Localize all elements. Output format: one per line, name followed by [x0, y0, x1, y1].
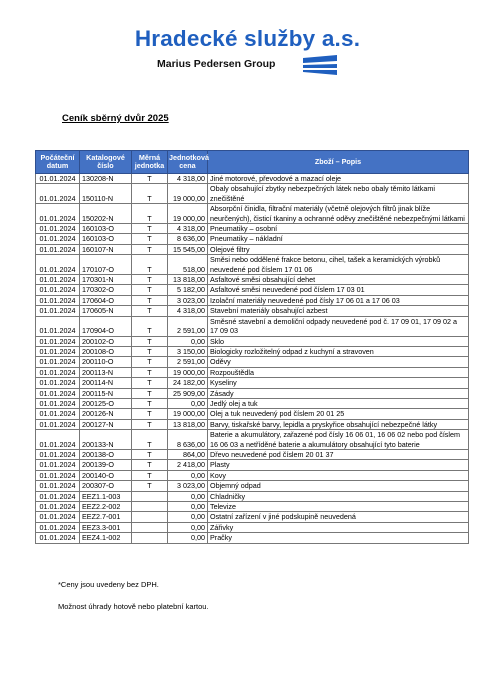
column-header-date: Počáteční datum: [36, 151, 80, 174]
cell-date: 01.01.2024: [36, 234, 80, 244]
vat-note: *Ceny jsou uvedeny bez DPH.: [58, 580, 159, 589]
cell-description: Kyseliny: [208, 378, 469, 388]
cell-code: 170605-N: [80, 306, 132, 316]
cell-description: Obaly obsahující zbytky nebezpečných látek nebo obaly těmito látkami znečištěné: [208, 184, 469, 204]
table-row: [36, 398, 469, 408]
cell-unit: T: [132, 481, 168, 491]
cell-code: 150110-N: [80, 184, 132, 204]
cell-description: Stavební materiály obsahující azbest: [208, 306, 469, 316]
table-row: [36, 522, 469, 532]
cell-date: 01.01.2024: [36, 419, 80, 429]
cell-unit: [132, 522, 168, 532]
table-row: [36, 378, 469, 388]
cell-description: Rozpouštědla: [208, 367, 469, 377]
cell-price: 0,00: [168, 533, 208, 543]
cell-unit: T: [132, 367, 168, 377]
cell-unit: T: [132, 204, 168, 224]
cell-description: Objemný odpad: [208, 481, 469, 491]
cell-code: EEZ2.2-002: [80, 502, 132, 512]
cell-price: 518,00: [168, 255, 208, 275]
cell-price: 3 023,00: [168, 295, 208, 305]
table-row: [36, 224, 469, 234]
table-body: [36, 174, 469, 544]
cell-description: Asfaltové směsi obsahující dehet: [208, 275, 469, 285]
cell-date: 01.01.2024: [36, 336, 80, 346]
cell-description: Olejové filtry: [208, 244, 469, 254]
table-row: [36, 357, 469, 367]
cell-unit: [132, 533, 168, 543]
cell-price: 0,00: [168, 398, 208, 408]
cell-description: Televize: [208, 502, 469, 512]
cell-unit: T: [132, 275, 168, 285]
cell-description: Pneumatiky – nákladní: [208, 234, 469, 244]
cell-date: 01.01.2024: [36, 184, 80, 204]
cell-price: 24 182,00: [168, 378, 208, 388]
column-header-unit: Měrná jednotka: [132, 151, 168, 174]
table-row: [36, 533, 469, 543]
column-header-description: Zboží – Popis: [208, 151, 469, 174]
cell-description: Zářivky: [208, 522, 469, 532]
cell-unit: T: [132, 255, 168, 275]
company-name: Hradecké služby a.s.: [134, 26, 361, 51]
cell-price: 3 150,00: [168, 346, 208, 356]
cell-price: 864,00: [168, 449, 208, 459]
table-row: [36, 244, 469, 254]
cell-date: 01.01.2024: [36, 224, 80, 234]
cell-date: 01.01.2024: [36, 533, 80, 543]
table-row: [36, 204, 469, 224]
cell-date: 01.01.2024: [36, 316, 80, 336]
cell-unit: T: [132, 388, 168, 398]
column-header-code: Katalogové číslo: [80, 151, 132, 174]
cell-unit: T: [132, 224, 168, 234]
cell-price: 2 418,00: [168, 460, 208, 470]
cell-unit: T: [132, 419, 168, 429]
cell-unit: [132, 491, 168, 501]
cell-description: Baterie a akumulátory, zařazené pod čísly 16 06 01, 16 06 02 nebo pod číslem 16 06 03 a netříděné baterie a akumulátory obsahující tyto baterie: [208, 430, 469, 450]
cell-code: 200138-O: [80, 449, 132, 459]
cell-price: 25 909,00: [168, 388, 208, 398]
cell-date: 01.01.2024: [36, 409, 80, 419]
cell-unit: T: [132, 346, 168, 356]
cell-unit: T: [132, 184, 168, 204]
cell-code: EEZ1.1-003: [80, 491, 132, 501]
cell-price: 8 636,00: [168, 430, 208, 450]
cell-unit: T: [132, 449, 168, 459]
cell-description: Zásady: [208, 388, 469, 398]
document-title: Ceník sběrný dvůr 2025: [62, 113, 169, 124]
cell-code: 160103-O: [80, 224, 132, 234]
cell-unit: T: [132, 234, 168, 244]
cell-description: Dřevo neuvedené pod číslem 20 01 37: [208, 449, 469, 459]
table-row: [36, 481, 469, 491]
cell-unit: T: [132, 306, 168, 316]
table-row: [36, 255, 469, 275]
table-row: [36, 409, 469, 419]
cell-price: 0,00: [168, 491, 208, 501]
cell-unit: T: [132, 285, 168, 295]
price-table: [35, 150, 469, 544]
cell-price: 0,00: [168, 336, 208, 346]
cell-description: Směsné stavební a demoliční odpady neuvedené pod č. 17 09 01, 17 09 02 a 17 09 03: [208, 316, 469, 336]
table-row: [36, 502, 469, 512]
cell-date: 01.01.2024: [36, 285, 80, 295]
cell-code: 200108-O: [80, 346, 132, 356]
table-row: [36, 174, 469, 184]
cell-price: 0,00: [168, 502, 208, 512]
cell-code: 200102-O: [80, 336, 132, 346]
payment-note: Možnost úhrady hotově nebo platební kartou.: [58, 602, 209, 611]
cell-code: 160107-N: [80, 244, 132, 254]
table-row: [36, 470, 469, 480]
cell-description: Jiné motorové, převodové a mazací oleje: [208, 174, 469, 184]
cell-description: Plasty: [208, 460, 469, 470]
cell-code: 170107-O: [80, 255, 132, 275]
cell-description: Směsi nebo oddělené frakce betonu, cihel, tašek a keramických výrobků neuvedené pod číslem 17 01 06: [208, 255, 469, 275]
cell-date: 01.01.2024: [36, 378, 80, 388]
cell-code: 170604-O: [80, 295, 132, 305]
cell-date: 01.01.2024: [36, 367, 80, 377]
cell-description: Biologicky rozložitelný odpad z kuchyní a stravoven: [208, 346, 469, 356]
cell-unit: T: [132, 357, 168, 367]
cell-code: 200140-O: [80, 470, 132, 480]
table-row: [36, 316, 469, 336]
cell-date: 01.01.2024: [36, 430, 80, 450]
cell-unit: T: [132, 460, 168, 470]
cell-unit: T: [132, 336, 168, 346]
cell-date: 01.01.2024: [36, 244, 80, 254]
table-row: [36, 367, 469, 377]
cell-price: 4 318,00: [168, 224, 208, 234]
cell-description: Chladničky: [208, 491, 469, 501]
column-header-price: Jednotková cena: [168, 151, 208, 174]
cell-description: Absorpční činidla, filtrační materiály (včetně olejových filtrů jinak blíže neurčených), čisticí tkaniny a ochranné oděvy znečištěné nebezpečnými látkami: [208, 204, 469, 224]
cell-code: 200113-N: [80, 367, 132, 377]
cell-unit: T: [132, 398, 168, 408]
cell-code: EEZ3.3-001: [80, 522, 132, 532]
cell-code: 200110-O: [80, 357, 132, 367]
cell-date: 01.01.2024: [36, 470, 80, 480]
table-row: [36, 491, 469, 501]
cell-date: 01.01.2024: [36, 174, 80, 184]
table-row: [36, 512, 469, 522]
cell-price: 19 000,00: [168, 367, 208, 377]
cell-description: Oděvy: [208, 357, 469, 367]
cell-price: 15 545,00: [168, 244, 208, 254]
cell-date: 01.01.2024: [36, 512, 80, 522]
cell-unit: [132, 502, 168, 512]
marius-pedersen-logo-icon: [303, 55, 337, 75]
cell-date: 01.01.2024: [36, 491, 80, 501]
cell-date: 01.01.2024: [36, 481, 80, 491]
cell-code: 170302-O: [80, 285, 132, 295]
cell-description: Asfaltové směsi neuvedené pod číslem 17 03 01: [208, 285, 469, 295]
table-row: [36, 295, 469, 305]
table-row: [36, 234, 469, 244]
table-row: [36, 306, 469, 316]
cell-price: 8 636,00: [168, 234, 208, 244]
cell-code: EEZ2.7-001: [80, 512, 132, 522]
cell-price: 13 818,00: [168, 275, 208, 285]
cell-price: 19 000,00: [168, 409, 208, 419]
cell-code: 160103-O: [80, 234, 132, 244]
cell-description: Sklo: [208, 336, 469, 346]
table-row: [36, 419, 469, 429]
cell-date: 01.01.2024: [36, 502, 80, 512]
table-row: [36, 388, 469, 398]
cell-price: 0,00: [168, 522, 208, 532]
cell-price: 5 182,00: [168, 285, 208, 295]
cell-date: 01.01.2024: [36, 357, 80, 367]
cell-code: 170301-N: [80, 275, 132, 285]
cell-description: Kovy: [208, 470, 469, 480]
cell-description: Pračky: [208, 533, 469, 543]
cell-price: 0,00: [168, 512, 208, 522]
table-row: [36, 275, 469, 285]
group-name: Marius Pedersen Group: [157, 58, 276, 70]
cell-code: 200133-N: [80, 430, 132, 450]
cell-date: 01.01.2024: [36, 275, 80, 285]
cell-price: 2 591,00: [168, 357, 208, 367]
cell-description: Pneumatiky – osobní: [208, 224, 469, 234]
cell-unit: [132, 512, 168, 522]
cell-unit: T: [132, 409, 168, 419]
cell-price: 4 318,00: [168, 174, 208, 184]
cell-unit: T: [132, 316, 168, 336]
table-row: [36, 449, 469, 459]
cell-code: EEZ4.1-002: [80, 533, 132, 543]
cell-unit: T: [132, 244, 168, 254]
cell-description: Jedlý olej a tuk: [208, 398, 469, 408]
cell-date: 01.01.2024: [36, 306, 80, 316]
cell-date: 01.01.2024: [36, 449, 80, 459]
table-row: [36, 346, 469, 356]
cell-code: 200115-N: [80, 388, 132, 398]
cell-code: 200307-O: [80, 481, 132, 491]
cell-date: 01.01.2024: [36, 295, 80, 305]
cell-code: 200127-N: [80, 419, 132, 429]
cell-date: 01.01.2024: [36, 460, 80, 470]
cell-description: Olej a tuk neuvedený pod číslem 20 01 25: [208, 409, 469, 419]
cell-code: 150202-N: [80, 204, 132, 224]
table-row: [36, 430, 469, 450]
cell-date: 01.01.2024: [36, 204, 80, 224]
table-row: [36, 285, 469, 295]
cell-price: 19 000,00: [168, 204, 208, 224]
cell-description: Barvy, tiskařské barvy, lepidla a pryskyřice obsahující nebezpečné látky: [208, 419, 469, 429]
cell-date: 01.01.2024: [36, 398, 80, 408]
cell-unit: T: [132, 174, 168, 184]
cell-date: 01.01.2024: [36, 388, 80, 398]
cell-unit: T: [132, 295, 168, 305]
table-row: [36, 184, 469, 204]
cell-description: Ostatní zařízení v jiné podskupině neuvedená: [208, 512, 469, 522]
table-row: [36, 460, 469, 470]
cell-price: 13 818,00: [168, 419, 208, 429]
cell-price: 2 591,00: [168, 316, 208, 336]
cell-price: 4 318,00: [168, 306, 208, 316]
cell-code: 130208-N: [80, 174, 132, 184]
cell-unit: T: [132, 430, 168, 450]
cell-code: 170904-O: [80, 316, 132, 336]
cell-code: 200139-O: [80, 460, 132, 470]
cell-price: 3 023,00: [168, 481, 208, 491]
cell-unit: T: [132, 470, 168, 480]
cell-price: 19 000,00: [168, 184, 208, 204]
cell-unit: T: [132, 378, 168, 388]
cell-date: 01.01.2024: [36, 522, 80, 532]
cell-description: Izolační materiály neuvedené pod čísly 17 06 01 a 17 06 03: [208, 295, 469, 305]
table-row: [36, 336, 469, 346]
cell-code: 200114-N: [80, 378, 132, 388]
table-header-row: [36, 151, 469, 174]
cell-code: 200126-N: [80, 409, 132, 419]
cell-code: 200125-O: [80, 398, 132, 408]
cell-date: 01.01.2024: [36, 255, 80, 275]
cell-date: 01.01.2024: [36, 346, 80, 356]
cell-price: 0,00: [168, 470, 208, 480]
